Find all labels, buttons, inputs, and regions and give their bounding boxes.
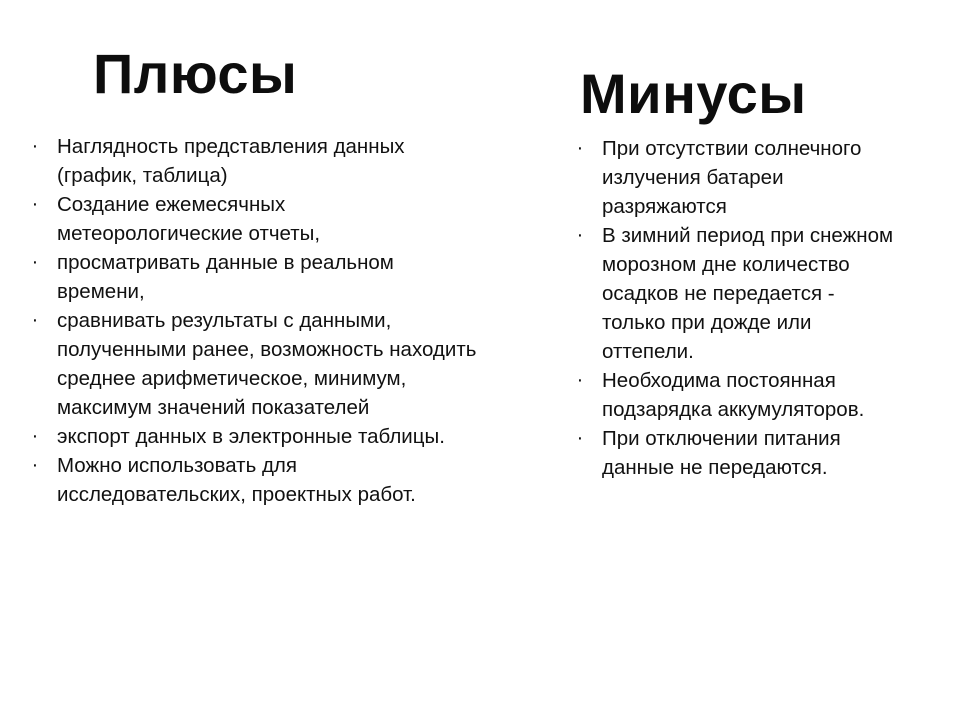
- pros-list-item: [31, 248, 557, 306]
- cons-list: [576, 134, 952, 482]
- bullet-icon: ·: [31, 454, 39, 476]
- cons-item-text: Необходима постоянная подзарядка аккумуляторов.: [602, 369, 865, 421]
- bullet-icon: ·: [576, 369, 584, 391]
- pros-item-text: просматривать данные в реальном времени,: [57, 251, 394, 303]
- cons-title: Минусы: [580, 62, 807, 125]
- pros-list-item: [31, 306, 557, 422]
- pros-item-text: Создание ежемесячных метеорологические отчеты,: [57, 193, 321, 245]
- pros-item-text: экспорт данных в электронные таблицы.: [57, 425, 445, 448]
- pros-item-text: Наглядность представления данных (график, таблица): [57, 135, 405, 187]
- bullet-icon: ·: [31, 309, 39, 331]
- pros-list-item: [31, 190, 557, 248]
- cons-list-item: [576, 424, 952, 482]
- pros-title: Плюсы: [93, 42, 298, 105]
- cons-list-item: [576, 221, 952, 366]
- bullet-icon: ·: [31, 193, 39, 215]
- pros-list-item: [31, 422, 557, 451]
- bullet-icon: ·: [31, 135, 39, 157]
- bullet-icon: ·: [576, 427, 584, 449]
- pros-item-text: сравнивать результаты с данными, полученными ранее, возможность находить среднее арифметическое, минимум, максимум значений показателей: [57, 309, 477, 419]
- pros-list: [31, 132, 557, 509]
- pros-list-item: [31, 132, 557, 190]
- bullet-icon: ·: [31, 251, 39, 273]
- pros-item-text: Можно использовать для исследовательских, проектных работ.: [57, 454, 416, 506]
- cons-list-item: [576, 134, 952, 221]
- cons-item-text: При отсутствии солнечного излучения батареи разряжаются: [602, 137, 862, 218]
- bullet-icon: ·: [576, 224, 584, 246]
- bullet-icon: ·: [576, 137, 584, 159]
- pros-list-item: [31, 451, 557, 509]
- bullet-icon: ·: [31, 425, 39, 447]
- cons-list-item: [576, 366, 952, 424]
- cons-item-text: При отключении питания данные не передаются.: [602, 427, 841, 479]
- cons-item-text: В зимний период при снежном морозном дне количество осадков не передается - только при дожде или оттепели.: [602, 224, 894, 363]
